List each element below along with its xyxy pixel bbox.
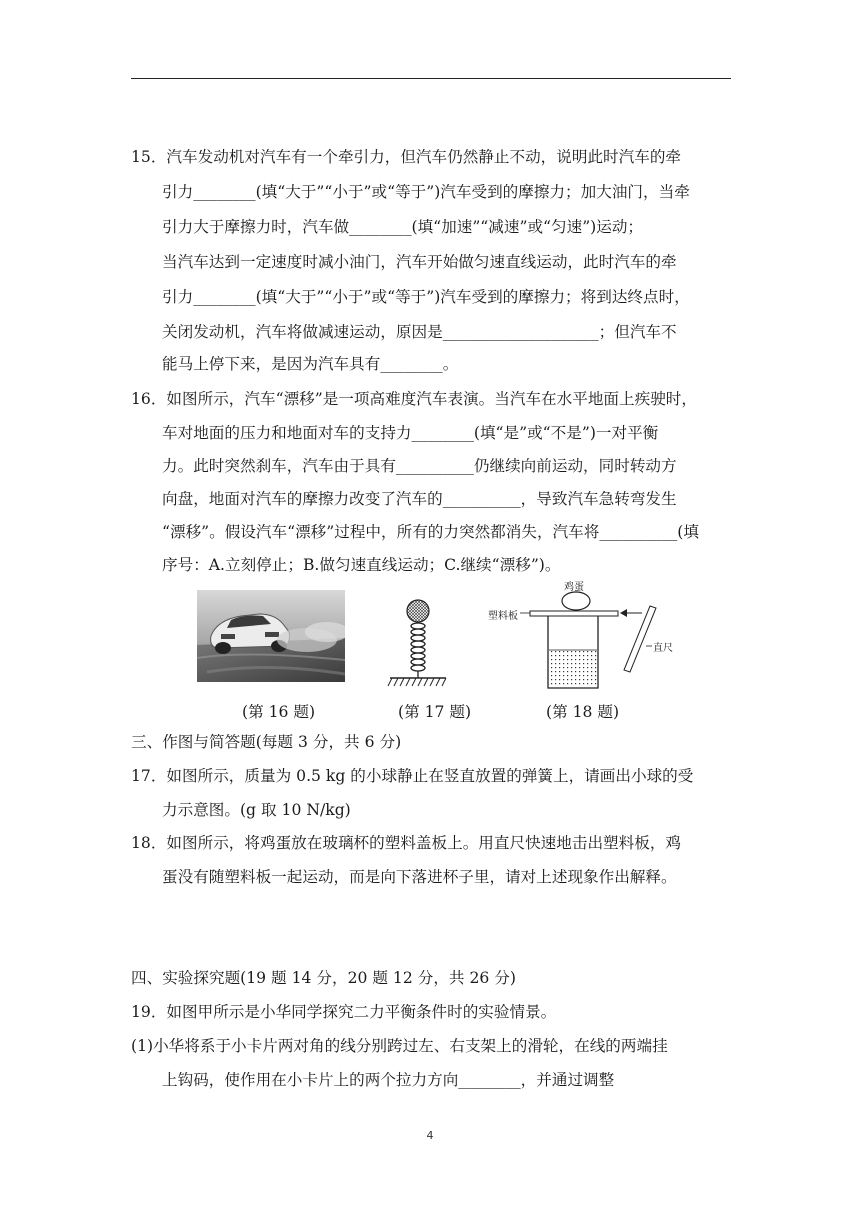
q16-line-4: 向盘，地面对汽车的摩擦力改变了汽车的__________，导致汽车急转弯发生 [162, 490, 677, 508]
board-label: 塑料板 [488, 611, 518, 622]
egg-label: 鸡蛋 [564, 582, 584, 593]
plastic-board [530, 611, 618, 616]
ruler-label: 直尺 [653, 643, 673, 654]
q18-line-1: 18．如图所示，将鸡蛋放在玻璃杯的塑料盖板上。用直尺快速地击出塑料板，鸡 [131, 834, 682, 852]
q15-line-7: 能马上停下来，是因为汽车具有________。 [162, 355, 459, 373]
page-number: 4 [426, 1129, 434, 1142]
q16-line-3: 力。此时突然刹车，汽车由于具有__________仍继续向前运动，同时转动方 [162, 457, 677, 475]
section-3-heading: 三、作图与简答题(每题 3 分，共 6 分) [131, 733, 402, 751]
q17-line-1: 17．如图所示，质量为 0.5 kg 的小球静止在竖直放置的弹簧上，请画出小球的受 [131, 767, 694, 785]
ball-on-spring-diagram [386, 596, 450, 690]
egg-icon [562, 592, 590, 610]
q17-line-2: 力示意图。(g 取 10 N/kg) [162, 801, 351, 819]
q15-line-6: 关闭发动机，汽车将做减速运动，原因是____________________；但汽车不 [162, 323, 677, 341]
q16-line-6: 序号：A.立刻停止；B.做匀速直线运动；C.继续“漂移”)。 [162, 556, 561, 574]
q16-line-5: “漂移”。假设汽车“漂移”过程中，所有的力突然都消失，汽车将__________(填 [162, 523, 699, 541]
figure-17-ball-spring [386, 596, 450, 690]
q18-line-2: 蛋没有随塑料板一起运动，而是向下落进杯子里，请对上述现象作出解释。 [162, 868, 677, 886]
q16-line-1: 16．如图所示，汽车“漂移”是一项高难度汽车表演。当汽车在水平地面上疾驶时， [131, 390, 697, 408]
header-rule [131, 78, 731, 79]
figure-18-egg-board-cup [486, 578, 676, 692]
figure-16-car-photo [197, 590, 345, 682]
q15-line-4: 当汽车达到一定速度时减小油门，汽车开始做匀速直线运动，此时汽车的牵 [162, 253, 677, 271]
egg-inertia-diagram [486, 578, 676, 692]
car-drift-image [197, 590, 345, 682]
caption-figure-18: (第 18 题) [546, 703, 620, 721]
spring-icon [411, 623, 425, 678]
q15-line-5: 引力________(填“大于”“小于”或“等于”)汽车受到的摩擦力；将到达终点时， [162, 288, 690, 306]
q19-line-1: 19．如图甲所示是小华同学探究二力平衡条件时的实验情景。 [131, 1003, 557, 1021]
section-4-heading: 四、实验探究题(19 题 14 分，20 题 12 分，共 26 分) [131, 969, 516, 987]
q19-line-2: (1)小华将系于小卡片两对角的线分别跨过左、右支架上的滑轮，在线的两端挂 [131, 1037, 668, 1055]
q15-line-3: 引力大于摩擦力时，汽车做________(填“加速”“减速”或“匀速”)运动； [162, 218, 644, 236]
caption-figure-17: (第 17 题) [398, 703, 472, 721]
q16-line-2: 车对地面的压力和地面对车的支持力________(填“是”或“不是”)一对平衡 [162, 424, 659, 442]
q15-line-2: 引力________(填“大于”“小于”或“等于”)汽车受到的摩擦力；加大油门，当牵 [162, 183, 690, 201]
ruler-icon [624, 606, 656, 672]
caption-figure-16: (第 16 题) [242, 703, 316, 721]
q15-line-1: 15．汽车发动机对汽车有一个牵引力，但汽车仍然静止不动，说明此时汽车的牵 [131, 148, 682, 166]
q19-line-3: 上钩码，使作用在小卡片上的两个拉力方向________，并通过调整 [162, 1071, 615, 1089]
ball-icon [407, 600, 429, 622]
